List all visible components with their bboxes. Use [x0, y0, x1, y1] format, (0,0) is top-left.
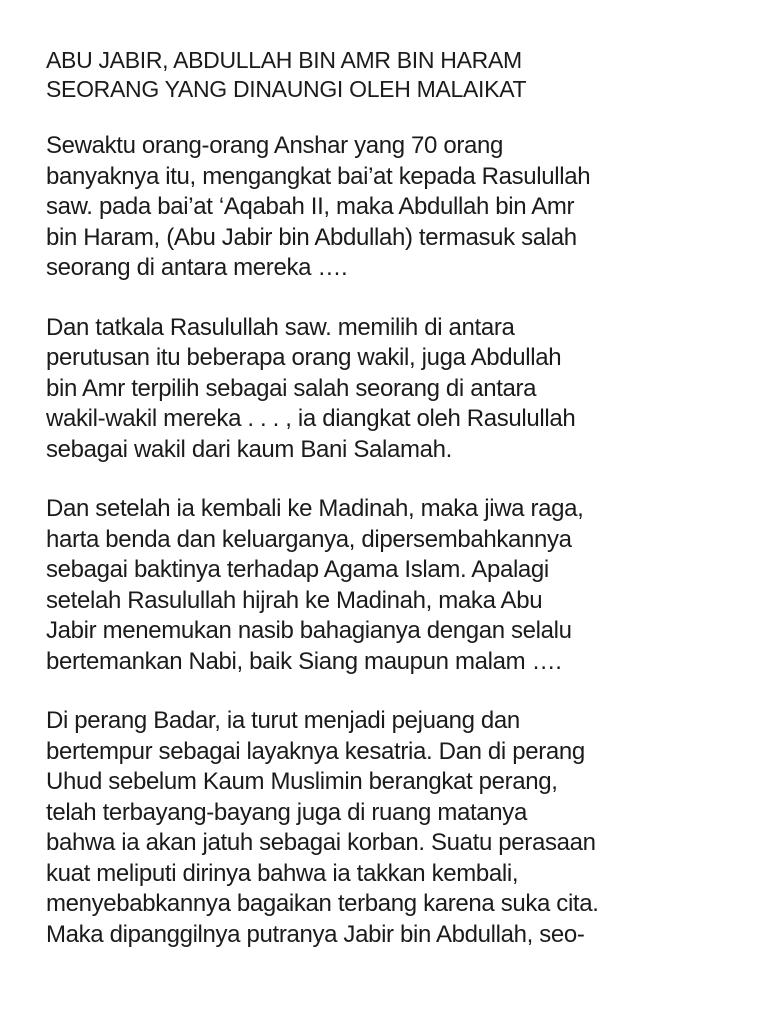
text-line: sebagai wakil dari kaum Bani Salamah. [46, 435, 452, 463]
text-line: bahwa ia akan jatuh sebagai korban. Suatu perasaan [46, 829, 596, 856]
text-line: Jabir menemukan nasib bahagianya dengan selalu [46, 617, 572, 644]
text-line: Maka dipanggilnya putranya Jabir bin Abdullah, seo- [46, 920, 585, 948]
text-line: bin Amr terpilih sebagai salah seorang di antara [46, 374, 537, 402]
text-line: Dan tatkala Rasulullah saw. memilih di antara [46, 313, 515, 341]
paragraph-1 [46, 131, 746, 284]
subtitle-line: SEORANG YANG DINAUNGI OLEH MALAIKAT [46, 76, 527, 102]
text-line: setelah Rasulullah hijrah ke Madinah, maka Abu [46, 586, 543, 614]
title-line: ABU JABIR, ABDULLAH BIN AMR BIN HARAM [46, 47, 522, 73]
text-line: bertemankan Nabi, baik Siang maupun malam …. [46, 647, 562, 675]
article-title [46, 46, 746, 104]
text-line: banyaknya itu, mengangkat bai’at kepada Rasulullah [46, 162, 591, 190]
text-line: menyebabkannya bagaikan terbang karena suka cita. [46, 890, 599, 917]
text-line: kuat meliputi dirinya bahwa ia takkan kembali, [46, 859, 519, 887]
text-line: sebagai baktinya terhadap Agama Islam. Apalagi [46, 556, 549, 583]
text-line: Sewaktu orang-orang Anshar yang 70 orang [46, 132, 503, 159]
document-page [46, 46, 746, 979]
paragraph-2 [46, 313, 746, 466]
text-line: bin Haram, (Abu Jabir bin Abdullah) termasuk salah [46, 223, 577, 251]
text-line: seorang di antara mereka …. [46, 254, 348, 281]
text-line: telah terbayang-bayang juga di ruang matanya [46, 798, 527, 826]
text-line: Uhud sebelum Kaum Muslimin berangkat perang, [46, 768, 558, 795]
text-line: bertempur sebagai layaknya kesatria. Dan di perang [46, 737, 585, 765]
text-line: saw. pada bai’at ‘Aqabah II, maka Abdullah bin Amr [46, 193, 575, 220]
text-line: harta benda dan keluarganya, dipersembahkannya [46, 525, 572, 553]
text-line: wakil-wakil mereka . . . , ia diangkat oleh Rasulullah [46, 405, 576, 432]
text-line: perutusan itu beberapa orang wakil, juga Abdullah [46, 344, 562, 371]
text-line: Dan setelah ia kembali ke Madinah, maka jiwa raga, [46, 495, 584, 522]
paragraph-3 [46, 494, 746, 677]
paragraph-4 [46, 706, 746, 950]
text-line: Di perang Badar, ia turut menjadi pejuang dan [46, 707, 520, 734]
